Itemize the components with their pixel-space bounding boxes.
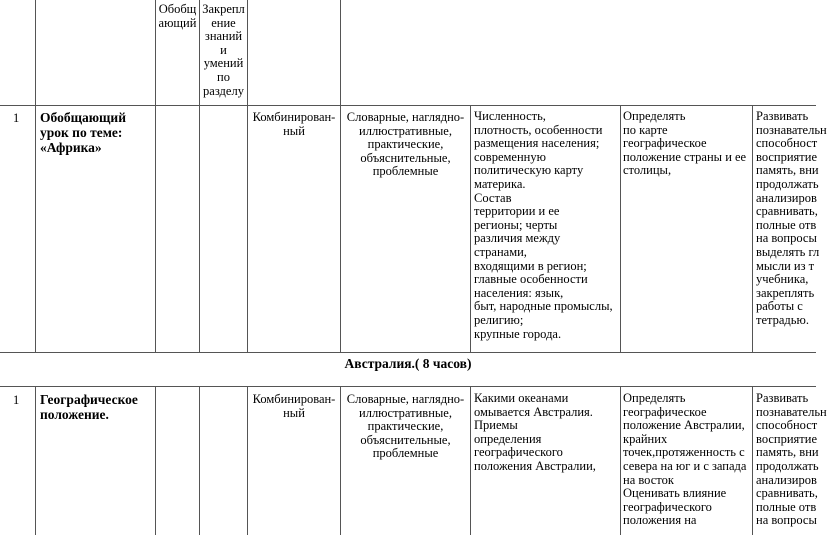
grid-line: [247, 0, 248, 105]
grid-line: [470, 386, 471, 535]
lesson-type: Комбинирован- ный: [252, 110, 336, 138]
skills-requirements: Определять географическое положение Австралии, крайних точек,протяженность с севера на юг и с запада на восток Оценивать влияние географического положения на: [623, 391, 747, 528]
grid-line: [620, 386, 621, 535]
grid-line: [35, 386, 36, 535]
grid-line: [470, 105, 471, 352]
grid-line: [620, 105, 621, 352]
lesson-type: Комбинирован- ный: [252, 392, 336, 420]
grid-line: [340, 0, 341, 105]
grid-line: [155, 386, 156, 535]
grid-line: [199, 105, 200, 352]
grid-line: [0, 105, 816, 106]
grid-line: [752, 386, 753, 535]
grid-line: [247, 105, 248, 352]
lesson-content: Численность, плотность, особенности размещения населения; современную политическую карту материка. Состав территории и ее регионы; черты различия между странами, входящими в регион; главные особенности населения: язык, быт, народные промыслы, религию; крупные города.: [474, 109, 613, 341]
row-number: 1: [13, 393, 20, 407]
grid-line: [0, 352, 816, 353]
row-number: 1: [13, 111, 20, 125]
lesson-topic: Обобщающий урок по теме: «Африка»: [40, 110, 126, 155]
header-reinforcing: Закрепл ение знаний и умений по разделу: [202, 2, 245, 98]
grid-line: [35, 105, 36, 352]
grid-line: [752, 105, 753, 352]
grid-line: [199, 386, 200, 535]
teaching-methods: Словарные, наглядно- иллюстративные, практические, объяснительные, проблемные: [346, 392, 465, 461]
grid-line: [0, 386, 816, 387]
grid-line: [155, 105, 156, 352]
teaching-methods: Словарные, наглядно- иллюстративные, практические, объяснительные, проблемные: [346, 110, 465, 179]
lesson-topic: Географическое положение.: [40, 392, 138, 422]
section-heading: Австралия.( 8 часов): [344, 356, 472, 371]
grid-line: [35, 0, 36, 105]
development-goals: Развивать познавательн способност восприятие память, вни продолжать анализиров сравнивать, полные отв на вопросы выделять гл мысли из т учебника, закреплять работы с тетрадью.: [756, 109, 827, 327]
header-generalizing: Обобщ ающий: [158, 2, 197, 30]
skills-requirements: Определять по карте географическое положение страны и ее столицы,: [623, 109, 747, 178]
development-goals: Развивать познавательн способност восприятие память, вни продолжать анализиров сравнивать, полные отв на вопросы: [756, 391, 827, 528]
lesson-content: Какими океанами омывается Австралия. Приемы определения географического положения Австралии,: [474, 391, 596, 473]
